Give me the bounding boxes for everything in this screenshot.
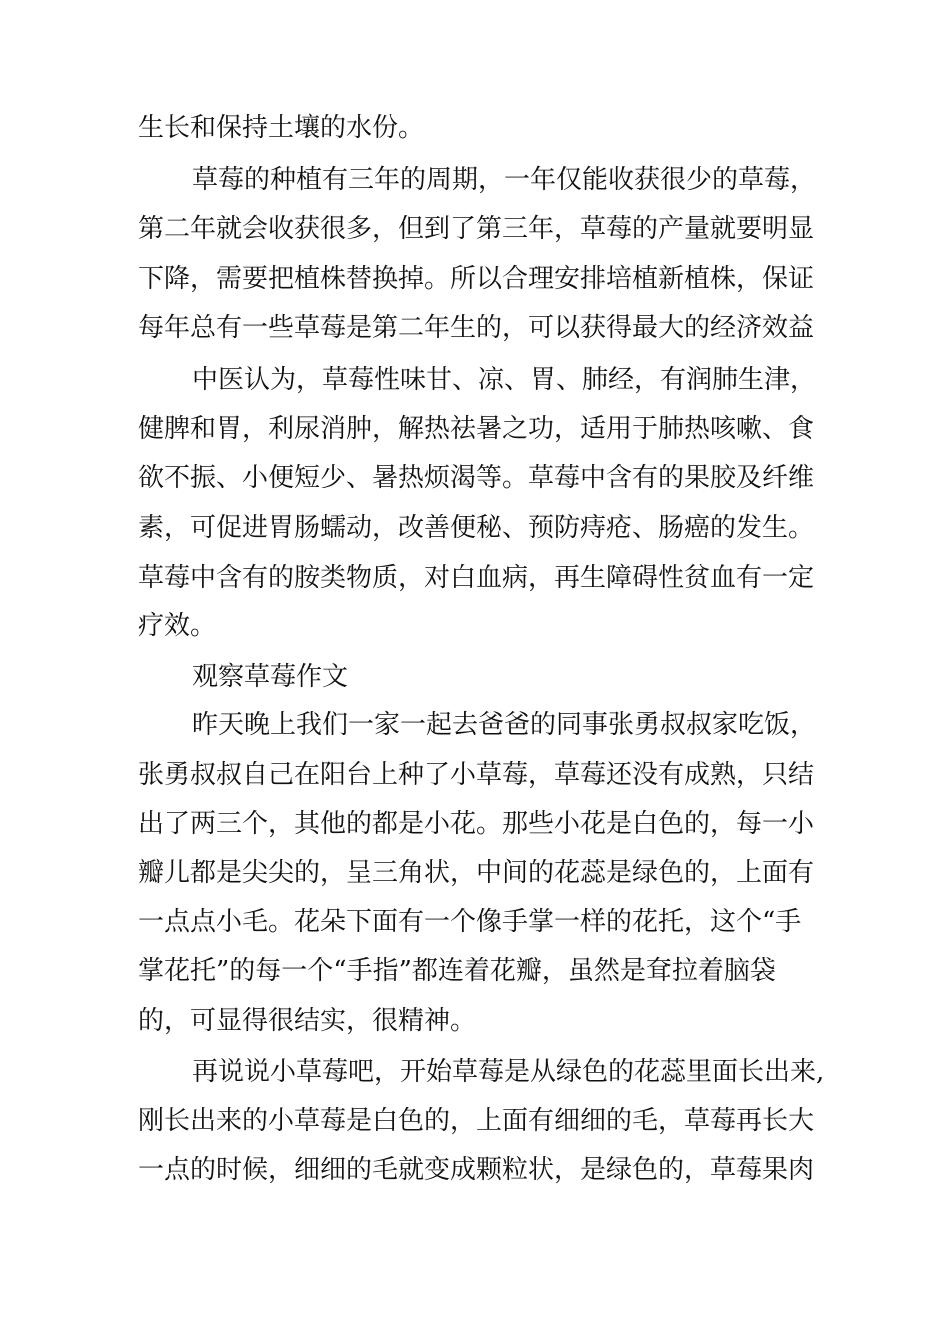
text-line: 刚长出来的小草莓是白色的，上面有细细的毛，草莓再长大 — [138, 1106, 815, 1136]
text-line: 下降，需要把植株替换掉。所以合理安排培植新植株，保证 — [138, 264, 815, 294]
text-line: 张勇叔叔自己在阳台上种了小草莓，草莓还没有成熟，只结 — [138, 760, 815, 790]
text-line: 一点点小毛。花朵下面有一个像手掌一样的花托，这个“手 — [138, 907, 802, 937]
text-line: 每年总有一些草莓是第二年生的，可以获得最大的经济效益 — [138, 313, 815, 343]
paragraph-first-line: 草莓的种植有三年的周期，一年仅能收获很少的草莓， — [192, 165, 817, 195]
text-line: 草莓中含有的胺类物质，对白血病，再生障碍性贫血有一定 — [138, 563, 815, 593]
paragraph-first-line: 再说说小草莓吧，开始草莓是从绿色的花蕊里面长出来, — [192, 1057, 825, 1087]
essay-title: 观察草莓作文 — [192, 662, 349, 692]
paragraph-first-line: 昨天晚上我们一家一起去爸爸的同事张勇叔叔家吃饭， — [192, 710, 817, 740]
text-line: 素，可促进胃肠蠕动，改善便秘、预防痔疮、肠癌的发生。 — [138, 513, 815, 543]
text-line: 第二年就会收获很多，但到了第三年，草莓的产量就要明显 — [138, 214, 815, 244]
text-line: 瓣儿都是尖尖的，呈三角状，中间的花蕊是绿色的，上面有 — [138, 858, 815, 888]
text-line: 出了两三个，其他的都是小花。那些小花是白色的，每一小 — [138, 809, 815, 839]
text-line: 一点的时候，细细的毛就变成颗粒状，是绿色的，草莓果肉 — [138, 1155, 815, 1185]
text-line: 健脾和胃，利尿消肿，解热祛暑之功，适用于肺热咳嗽、食 — [138, 414, 815, 444]
text-line: 欲不振、小便短少、暑热烦渴等。草莓中含有的果胶及纤维 — [138, 463, 815, 493]
text-line: 掌花托”的每一个“手指”都连着花瓣，虽然是耷拉着脑袋 — [138, 956, 776, 986]
text-line: 的，可显得很结实，很精神。 — [138, 1006, 477, 1036]
paragraph-first-line: 中医认为，草莓性味甘、凉、胃、肺经，有润肺生津， — [192, 365, 817, 395]
text-line: 疗效。 — [138, 611, 217, 641]
text-line: 生长和保持土壤的水份。 — [138, 113, 425, 143]
